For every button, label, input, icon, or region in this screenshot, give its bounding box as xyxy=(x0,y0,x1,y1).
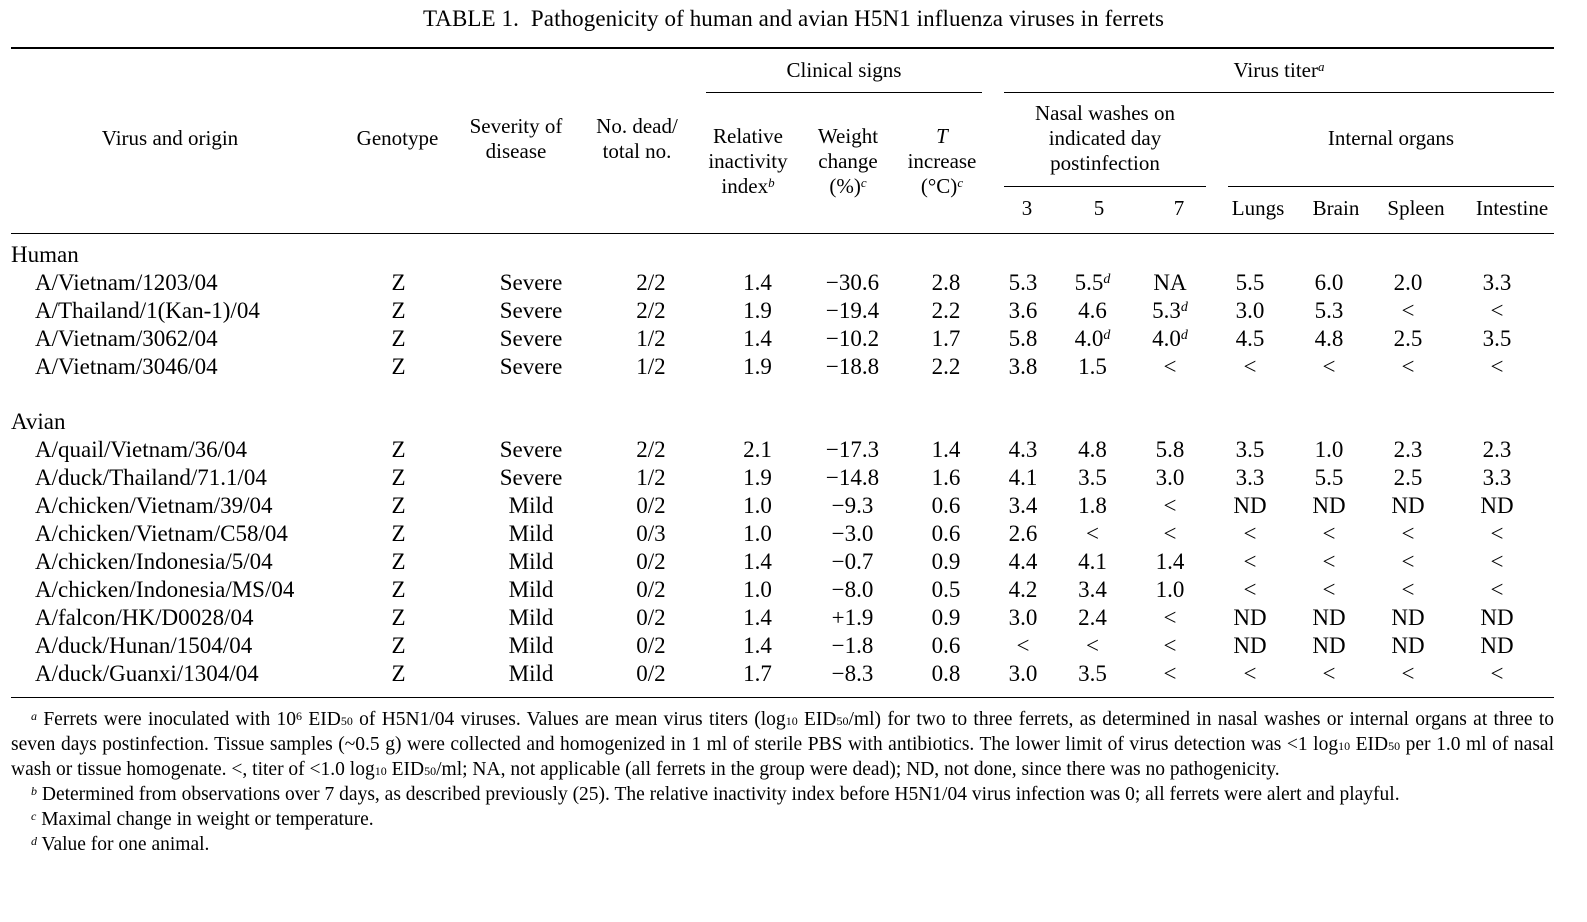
nasal-day5-cell: < xyxy=(1086,633,1099,658)
clinical-signs-rule xyxy=(706,92,982,93)
dead-total-cell: 0/2 xyxy=(636,549,666,574)
nasal-day3-cell: 3.8 xyxy=(1008,354,1038,379)
spleen-titer-cell: 2.5 xyxy=(1393,326,1423,351)
weight-change-cell: −19.4 xyxy=(825,298,880,323)
inactivity-index-cell: 1.7 xyxy=(743,661,772,686)
inactivity-index-cell: 1.9 xyxy=(743,298,772,323)
virus-name-cell: A/duck/Guanxi/1304/04 xyxy=(35,661,259,686)
table-body xyxy=(11,241,1546,688)
weight-change-cell: −10.2 xyxy=(825,326,880,351)
genotype-cell: Z xyxy=(391,326,406,351)
nasal-day3-cell: 4.4 xyxy=(1008,549,1038,574)
dead-total-cell: 0/2 xyxy=(636,661,666,686)
nasal-day7-cell: 4.0$^d$ xyxy=(1152,326,1188,351)
virus-name-cell: A/duck/Thailand/71.1/04 xyxy=(35,465,267,490)
severity-cell: Mild xyxy=(508,577,554,602)
group-spacer xyxy=(11,381,1546,408)
header-internal-organs: Internal organs xyxy=(1327,126,1455,150)
intestine-titer-cell: < xyxy=(1490,354,1504,379)
genotype-cell: Z xyxy=(391,577,406,602)
header-bottom-rule xyxy=(11,233,1554,234)
temperature-increase-cell: 0.5 xyxy=(931,577,961,602)
footnote-a: $^a$ Ferrets were inoculated with $10^6$ $EID_{50}$ of H5N1/04 viruses. Values are mean virus titers ($\log_{10}$ $EID_{50}/ml$) for two to three ferrets, as determined in nasal washes or internal organs at three to seven days postinfection. Tissue samples (~0.5 g) were collected and homogenized in 1 ml of sterile PBS with antibiotics. The lower limit of virus detection was <1 $\log_{10} EID_{50}$ per 1.0 ml of nasal wash or tissue homogenate. <, titer of <1.0 $\log_{10} EID_{50}/ml$; NA, not applicable (all ferrets in the group were dead); ND, not done, since there was no pathogenicity. xyxy=(11,709,1555,780)
nasal-day7-cell: 5.3$^d$ xyxy=(1152,298,1188,323)
weight-change-cell: −3.0 xyxy=(831,521,874,546)
lungs-titer-cell: 3.3 xyxy=(1235,465,1265,490)
nasal-day7-cell: 5.8 xyxy=(1155,437,1185,462)
dead-total-cell: 0/3 xyxy=(636,521,666,546)
header-severity-line1: Severity of xyxy=(469,114,563,138)
table-caption xyxy=(0,6,1587,32)
table-title: Pathogenicity of human and avian H5N1 influenza viruses in ferrets xyxy=(530,6,1165,31)
lungs-titer-cell: < xyxy=(1243,577,1257,602)
lungs-titer-cell: 4.5 xyxy=(1235,326,1265,351)
inactivity-index-cell: 1.0 xyxy=(743,521,772,546)
intestine-titer-cell: 3.5 xyxy=(1482,326,1512,351)
virus-titer-rule xyxy=(1004,92,1554,93)
table-row xyxy=(11,492,1546,520)
lungs-titer-cell: 3.5 xyxy=(1235,437,1265,462)
header-dead-line1: No. dead/ xyxy=(596,114,678,138)
temperature-increase-cell: 2.2 xyxy=(931,298,961,323)
header-dead-line2: total no. xyxy=(602,139,672,163)
nasal-day3-cell: 4.1 xyxy=(1008,465,1038,490)
header-weight-change xyxy=(802,124,894,199)
header-temp-line2: increase xyxy=(907,149,977,173)
nasal-washes-rule xyxy=(1004,186,1206,187)
spleen-titer-cell: ND xyxy=(1391,605,1425,630)
temperature-increase-cell: 1.7 xyxy=(931,326,961,351)
table-label: TABLE 1. xyxy=(422,6,520,31)
spleen-titer-cell: < xyxy=(1401,661,1415,686)
top-rule xyxy=(11,47,1554,49)
virus-name-cell: A/Vietnam/3062/04 xyxy=(35,326,218,351)
internal-organs-rule xyxy=(1228,186,1554,187)
nasal-day5-cell: 4.0$^d$ xyxy=(1074,326,1111,351)
footnotes xyxy=(11,707,1554,857)
header-brain: Brain xyxy=(1312,196,1360,220)
temperature-increase-cell: 0.6 xyxy=(931,633,961,658)
spleen-titer-cell: < xyxy=(1401,549,1415,574)
severity-cell: Mild xyxy=(508,633,554,658)
virus-name-cell: A/chicken/Vietnam/C58/04 xyxy=(35,521,288,546)
nasal-day7-cell: < xyxy=(1163,605,1177,630)
nasal-day5-cell: 4.1 xyxy=(1078,549,1107,574)
nasal-day5-cell: < xyxy=(1086,521,1099,546)
severity-cell: Mild xyxy=(508,605,554,630)
virus-name-cell: A/chicken/Vietnam/39/04 xyxy=(35,493,273,518)
footnote-c: $^c$ Maximal change in weight or temperature. xyxy=(31,809,374,830)
nasal-day5-cell: 1.8 xyxy=(1078,493,1107,518)
inactivity-index-cell: 1.9 xyxy=(743,465,772,490)
severity-cell: Severe xyxy=(499,354,563,379)
header-nasal-washes xyxy=(1004,101,1206,176)
header-weight-line2: change xyxy=(818,149,878,173)
spleen-titer-cell: < xyxy=(1401,298,1415,323)
lungs-titer-cell: 5.5 xyxy=(1235,270,1265,295)
dead-total-cell: 0/2 xyxy=(636,577,666,602)
nasal-day3-cell: < xyxy=(1016,633,1030,658)
table-row xyxy=(11,604,1546,632)
temperature-increase-cell: 2.8 xyxy=(931,270,961,295)
weight-change-cell: −17.3 xyxy=(825,437,880,462)
header-clinical-signs: Clinical signs xyxy=(786,58,902,82)
brain-titer-cell: ND xyxy=(1312,605,1346,630)
table-row xyxy=(11,464,1546,492)
header-nasal-line2: indicated day xyxy=(1048,126,1162,150)
nasal-day7-cell: 1.4 xyxy=(1155,549,1185,574)
intestine-titer-cell: < xyxy=(1490,661,1504,686)
brain-titer-cell: 6.0 xyxy=(1314,270,1344,295)
header-temperature-increase xyxy=(896,124,988,199)
spleen-titer-cell: < xyxy=(1401,521,1415,546)
table-row xyxy=(11,353,1546,381)
brain-titer-cell: < xyxy=(1322,661,1336,686)
spleen-titer-cell: < xyxy=(1401,577,1415,602)
severity-cell: Mild xyxy=(508,493,554,518)
dead-total-cell: 2/2 xyxy=(636,298,666,323)
virus-name-cell: A/chicken/Indonesia/MS/04 xyxy=(35,577,295,602)
nasal-day7-cell: < xyxy=(1163,354,1177,379)
intestine-titer-cell: < xyxy=(1490,298,1504,323)
inactivity-index-cell: 1.4 xyxy=(743,633,772,658)
severity-cell: Severe xyxy=(499,298,563,323)
nasal-day5-cell: 4.6 xyxy=(1078,298,1107,323)
nasal-day5-cell: 5.5$^d$ xyxy=(1074,270,1111,295)
table-row xyxy=(11,660,1546,688)
table-row xyxy=(11,576,1546,604)
severity-cell: Severe xyxy=(499,270,563,295)
group-label: Avian xyxy=(11,409,66,434)
footnote-mark-d: d xyxy=(1103,272,1111,287)
lungs-titer-cell: < xyxy=(1243,549,1257,574)
spleen-titer-cell: 2.5 xyxy=(1393,465,1423,490)
table-row xyxy=(11,632,1546,660)
inactivity-index-cell: 2.1 xyxy=(743,437,772,462)
nasal-day3-cell: 3.0 xyxy=(1008,661,1038,686)
dead-total-cell: 1/2 xyxy=(636,465,666,490)
severity-cell: Severe xyxy=(499,465,563,490)
genotype-cell: Z xyxy=(391,465,406,490)
brain-titer-cell: 5.5 xyxy=(1314,465,1344,490)
lungs-titer-cell: < xyxy=(1243,661,1257,686)
brain-titer-cell: ND xyxy=(1312,493,1346,518)
genotype-cell: Z xyxy=(391,354,406,379)
brain-titer-cell: < xyxy=(1322,354,1336,379)
dead-total-cell: 0/2 xyxy=(636,633,666,658)
header-temp-line1: T xyxy=(936,124,948,148)
genotype-cell: Z xyxy=(391,633,406,658)
header-lungs: Lungs xyxy=(1231,196,1285,220)
temperature-increase-cell: 2.2 xyxy=(931,354,961,379)
group-header-row xyxy=(11,241,1546,269)
inactivity-index-cell: 1.9 xyxy=(743,354,772,379)
temperature-increase-cell: 0.6 xyxy=(931,493,961,518)
nasal-day3-cell: 4.3 xyxy=(1008,437,1038,462)
weight-change-cell: −30.6 xyxy=(825,270,880,295)
inactivity-index-cell: 1.4 xyxy=(743,270,772,295)
nasal-day7-cell: 1.0 xyxy=(1155,577,1185,602)
nasal-day5-cell: 1.5 xyxy=(1078,354,1107,379)
spleen-titer-cell: 2.0 xyxy=(1393,270,1423,295)
header-genotype: Genotype xyxy=(356,126,439,150)
intestine-titer-cell: 3.3 xyxy=(1482,465,1512,490)
brain-titer-cell: < xyxy=(1322,521,1336,546)
header-severity xyxy=(455,114,577,164)
dead-total-cell: 2/2 xyxy=(636,437,666,462)
nasal-day5-cell: 3.5 xyxy=(1078,661,1107,686)
nasal-day3-cell: 3.6 xyxy=(1008,298,1038,323)
header-weight-line1: Weight xyxy=(817,124,879,148)
inactivity-index-cell: 1.0 xyxy=(743,577,772,602)
genotype-cell: Z xyxy=(391,437,406,462)
nasal-day7-cell: < xyxy=(1163,493,1177,518)
table-row xyxy=(11,436,1546,464)
table-bottom-rule xyxy=(11,697,1554,698)
intestine-titer-cell: < xyxy=(1490,521,1504,546)
footnote-mark-d: d xyxy=(1103,328,1111,343)
virus-name-cell: A/Thailand/1(Kan-1)/04 xyxy=(35,298,260,323)
nasal-day5-cell: 3.4 xyxy=(1078,577,1107,602)
group-label: Human xyxy=(11,242,79,267)
genotype-cell: Z xyxy=(391,605,406,630)
nasal-day7-cell: < xyxy=(1163,661,1177,686)
dead-total-cell: 2/2 xyxy=(636,270,666,295)
temperature-increase-cell: 1.6 xyxy=(931,465,961,490)
header-nasal-line1: Nasal washes on xyxy=(1035,101,1175,125)
header-relative-inactivity xyxy=(700,124,796,199)
severity-cell: Severe xyxy=(499,437,563,462)
dead-total-cell: 0/2 xyxy=(636,605,666,630)
footnote-mark-c: c xyxy=(860,175,867,190)
lungs-titer-cell: < xyxy=(1243,521,1257,546)
lungs-titer-cell: 3.0 xyxy=(1235,298,1265,323)
brain-titer-cell: 1.0 xyxy=(1314,437,1344,462)
nasal-day3-cell: 3.0 xyxy=(1008,605,1038,630)
intestine-titer-cell: ND xyxy=(1480,605,1514,630)
intestine-titer-cell: < xyxy=(1490,549,1504,574)
temperature-increase-cell: 0.8 xyxy=(931,661,961,686)
inactivity-index-cell: 1.4 xyxy=(743,549,772,574)
virus-name-cell: A/chicken/Indonesia/5/04 xyxy=(35,549,273,574)
footnote-mark-d: d xyxy=(1180,300,1188,315)
table-row xyxy=(11,297,1546,325)
brain-titer-cell: < xyxy=(1322,549,1336,574)
nasal-day3-cell: 3.4 xyxy=(1008,493,1038,518)
footnote-mark-d: d xyxy=(1180,328,1188,343)
dead-total-cell: 0/2 xyxy=(636,493,666,518)
nasal-day3-cell: 5.3 xyxy=(1008,270,1038,295)
header-dead-total xyxy=(578,114,696,164)
nasal-day3-cell: 2.6 xyxy=(1008,521,1038,546)
temperature-increase-cell: 0.6 xyxy=(931,521,961,546)
genotype-cell: Z xyxy=(391,270,406,295)
footnote-d: $^d$ Value for one animal. xyxy=(31,834,210,855)
header-relative-line1: Relative xyxy=(713,124,783,148)
virus-name-cell: A/duck/Hunan/1504/04 xyxy=(35,633,253,658)
header-virus-titer xyxy=(1004,58,1554,83)
brain-titer-cell: 5.3 xyxy=(1314,298,1344,323)
dead-total-cell: 1/2 xyxy=(636,326,666,351)
weight-change-cell: −9.3 xyxy=(831,493,874,518)
table-row xyxy=(11,269,1546,297)
severity-cell: Mild xyxy=(508,521,554,546)
severity-cell: Mild xyxy=(508,661,554,686)
lungs-titer-cell: ND xyxy=(1233,633,1267,658)
intestine-titer-cell: < xyxy=(1490,577,1504,602)
table-row xyxy=(11,548,1546,576)
temperature-increase-cell: 1.4 xyxy=(931,437,961,462)
header-day-5: 5 xyxy=(1093,196,1105,220)
data-table xyxy=(11,241,1546,688)
weight-change-cell: −0.7 xyxy=(831,549,874,574)
header-day-3: 3 xyxy=(1021,196,1033,220)
nasal-day7-cell: < xyxy=(1163,633,1177,658)
genotype-cell: Z xyxy=(391,661,406,686)
table-row xyxy=(11,325,1546,353)
dead-total-cell: 1/2 xyxy=(636,354,666,379)
spleen-titer-cell: ND xyxy=(1391,633,1425,658)
nasal-day5-cell: 2.4 xyxy=(1078,605,1107,630)
spleen-titer-cell: 2.3 xyxy=(1393,437,1423,462)
lungs-titer-cell: ND xyxy=(1233,605,1267,630)
virus-name-cell: A/falcon/HK/D0028/04 xyxy=(35,605,254,630)
lungs-titer-cell: ND xyxy=(1233,493,1267,518)
nasal-day3-cell: 4.2 xyxy=(1008,577,1038,602)
nasal-day3-cell: 5.8 xyxy=(1008,326,1038,351)
header-virus-origin: Virus and origin xyxy=(101,126,239,150)
genotype-cell: Z xyxy=(391,521,406,546)
weight-change-cell: −8.0 xyxy=(831,577,874,602)
nasal-day5-cell: 4.8 xyxy=(1078,437,1107,462)
weight-change-cell: −14.8 xyxy=(825,465,880,490)
header-relative-line3: index xyxy=(721,174,769,198)
severity-cell: Mild xyxy=(508,549,554,574)
group-header-row xyxy=(11,408,1546,436)
lungs-titer-cell: < xyxy=(1243,354,1257,379)
genotype-cell: Z xyxy=(391,298,406,323)
header-temp-line3: (°C) xyxy=(920,174,958,198)
header-severity-line2: disease xyxy=(485,139,547,163)
header-nasal-line3: postinfection xyxy=(1050,151,1160,175)
brain-titer-cell: < xyxy=(1322,577,1336,602)
header-day-7: 7 xyxy=(1173,196,1185,220)
intestine-titer-cell: ND xyxy=(1480,633,1514,658)
footnote-mark-c: c xyxy=(957,175,964,190)
inactivity-index-cell: 1.0 xyxy=(743,493,772,518)
table-row xyxy=(11,520,1546,548)
header-virus-titer-label: Virus titer xyxy=(1233,58,1318,82)
genotype-cell: Z xyxy=(391,493,406,518)
footnote-mark-b: b xyxy=(768,175,775,190)
weight-change-cell: −18.8 xyxy=(825,354,880,379)
severity-cell: Severe xyxy=(499,326,563,351)
genotype-cell: Z xyxy=(391,549,406,574)
spleen-titer-cell: ND xyxy=(1391,493,1425,518)
virus-name-cell: A/quail/Vietnam/36/04 xyxy=(35,437,247,462)
intestine-titer-cell: ND xyxy=(1480,493,1514,518)
nasal-day5-cell: 3.5 xyxy=(1078,465,1107,490)
footnote-mark-a: a xyxy=(1317,59,1325,74)
header-spleen: Spleen xyxy=(1387,196,1445,220)
footnote-b: $^b$ Determined from observations over 7 days, as described previously (25). The relative inactivity index before H5N1/04 virus infection was 0; all ferrets were alert and playful. xyxy=(31,784,1400,805)
virus-name-cell: A/Vietnam/1203/04 xyxy=(35,270,218,295)
nasal-day7-cell: 3.0 xyxy=(1155,465,1185,490)
intestine-titer-cell: 2.3 xyxy=(1482,437,1512,462)
spleen-titer-cell: < xyxy=(1401,354,1415,379)
intestine-titer-cell: 3.3 xyxy=(1482,270,1512,295)
inactivity-index-cell: 1.4 xyxy=(743,605,772,630)
weight-change-cell: +1.9 xyxy=(831,605,874,630)
inactivity-index-cell: 1.4 xyxy=(743,326,772,351)
temperature-increase-cell: 0.9 xyxy=(931,549,961,574)
virus-name-cell: A/Vietnam/3046/04 xyxy=(35,354,218,379)
weight-change-cell: −8.3 xyxy=(831,661,874,686)
weight-change-cell: −1.8 xyxy=(831,633,874,658)
nasal-day7-cell: NA xyxy=(1153,270,1187,295)
header-relative-line2: inactivity xyxy=(708,149,788,173)
nasal-day7-cell: < xyxy=(1163,521,1177,546)
brain-titer-cell: ND xyxy=(1312,633,1346,658)
brain-titer-cell: 4.8 xyxy=(1314,326,1344,351)
header-weight-line3: (%) xyxy=(829,174,861,198)
temperature-increase-cell: 0.9 xyxy=(931,605,961,630)
header-intestine: Intestine xyxy=(1475,196,1549,220)
